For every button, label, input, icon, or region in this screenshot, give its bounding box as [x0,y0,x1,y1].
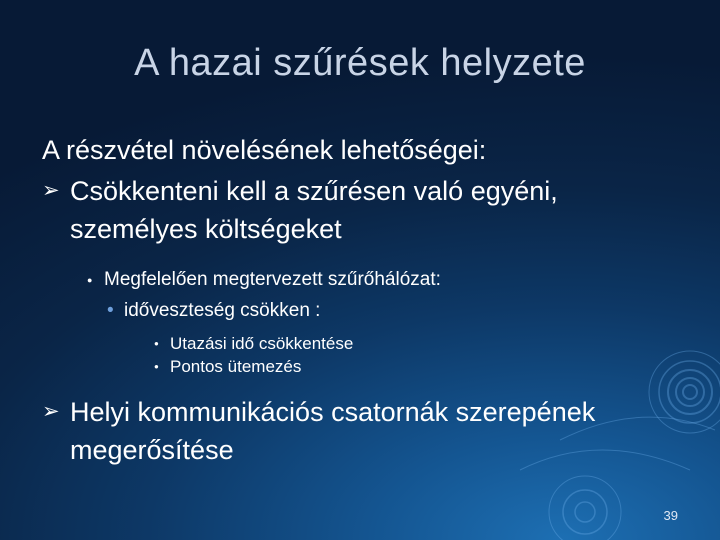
sub-sub-bullet-item [42,299,682,323]
bullet-text: Helyi kommunikációs csatornák szerepének megerősítése [70,397,596,465]
detail-text: Utazási idő csökkentése [170,334,354,353]
bullet-item [42,393,682,469]
slide-title: A hazai szűrések helyzete [134,42,586,84]
sub-bullet-text: Megfelelően megtervezett szűrőhálózat: [104,269,441,290]
bullet-text: Csökkenteni kell a szűrésen való egyéni, személyes költségeket [70,176,558,244]
intro-line: A részvétel növelésének lehetőségei: [42,135,487,165]
detail-item [42,355,682,378]
round-bullet-icon: • [107,300,114,321]
bullet-item [42,172,682,248]
detail-text: Pontos ütemezés [170,357,302,376]
arrow-bullet-icon: ➢ [42,179,60,202]
arrow-bullet-icon: ➢ [42,400,60,423]
dot-bullet-icon: ● [154,362,159,371]
sub-bullet-item [42,268,682,292]
sub-sub-bullet-text: időveszteség csökken : [124,300,321,321]
page-number: 39 [663,508,678,523]
slide-body [42,134,682,469]
dot-bullet-icon: ● [87,275,93,285]
dot-bullet-icon: ● [154,339,159,348]
detail-item [42,332,682,355]
